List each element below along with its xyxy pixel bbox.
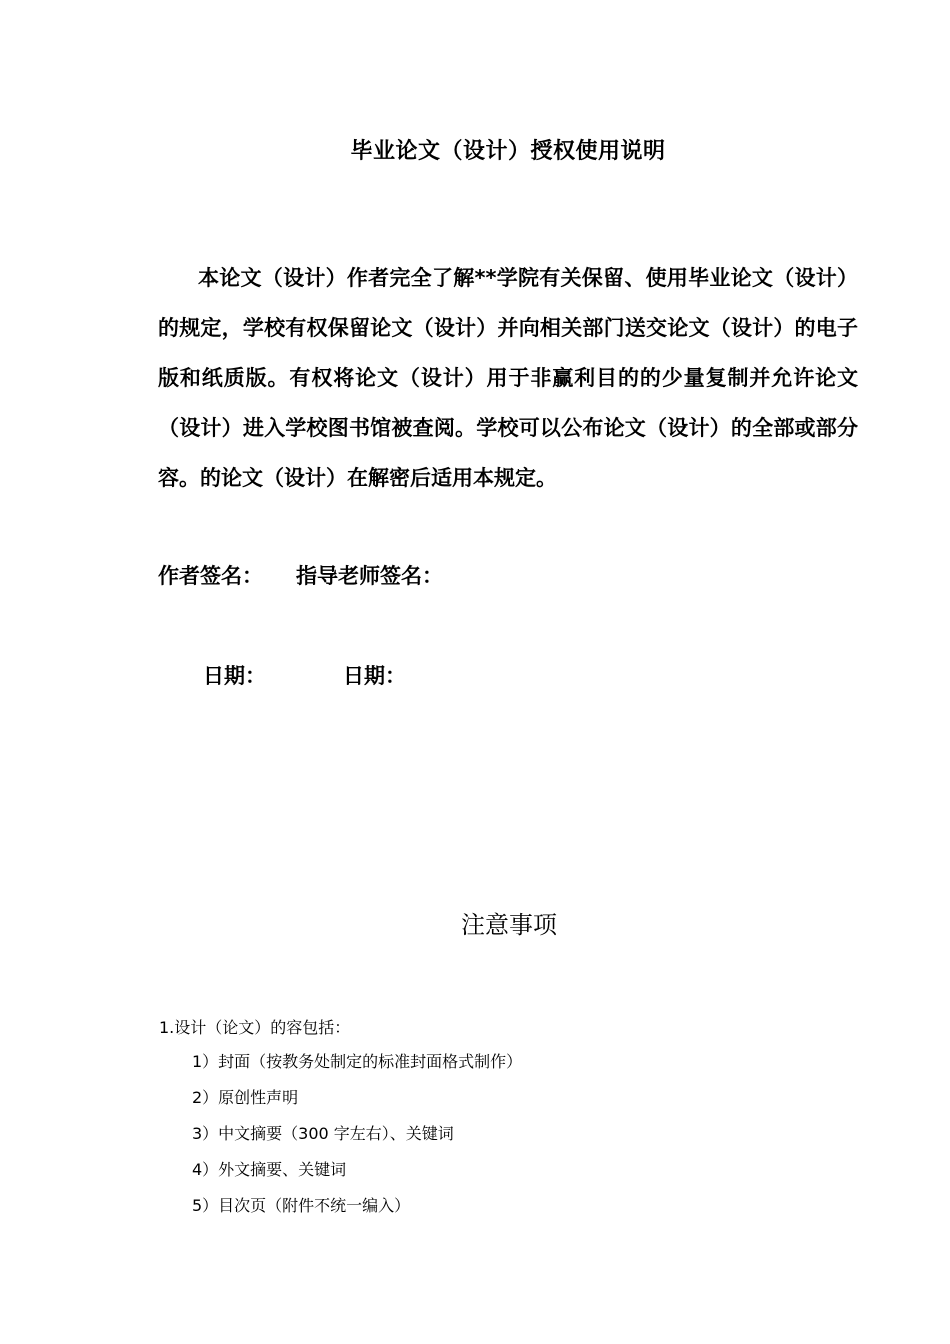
notes-intro: 1.设计（论文）的容包括： [159, 1018, 351, 1037]
authorization-body: 本论文（设计）作者完全了解**学院有关保留、使用毕业论文（设计）的规定，学校有权保留论文（设计）并向相关部门送交论文（设计）的电子版和纸质版。有权将论文（设计）用于非赢利目的的少量复制并允许论文（设计）进入学校图书馆被查阅。学校可以公布论文（设计）的全部或部分容。的论文（设计）在解密后适用本规定。 [158, 266, 858, 490]
notes-title: 注意事项 [461, 911, 557, 939]
list-item: 3）中文摘要（300 字左右）、关键词 [192, 1124, 454, 1143]
notes-list [192, 1051, 522, 1231]
list-item: 2）原创性声明 [192, 1088, 299, 1107]
authorization-title: 毕业论文（设计）授权使用说明 [350, 139, 666, 164]
advisor-signature-label: 指导老师签名： [296, 564, 443, 588]
author-signature-label: 作者签名： [158, 564, 263, 588]
list-item: 5）目次页（附件不统一编入） [192, 1196, 411, 1215]
list-item: 1）封面（按教务处制定的标准封面格式制作） [192, 1052, 523, 1071]
list-item: 4）外文摘要、关键词 [192, 1160, 347, 1179]
author-date-label: 日期： [203, 664, 266, 688]
advisor-date-label: 日期： [343, 664, 406, 688]
